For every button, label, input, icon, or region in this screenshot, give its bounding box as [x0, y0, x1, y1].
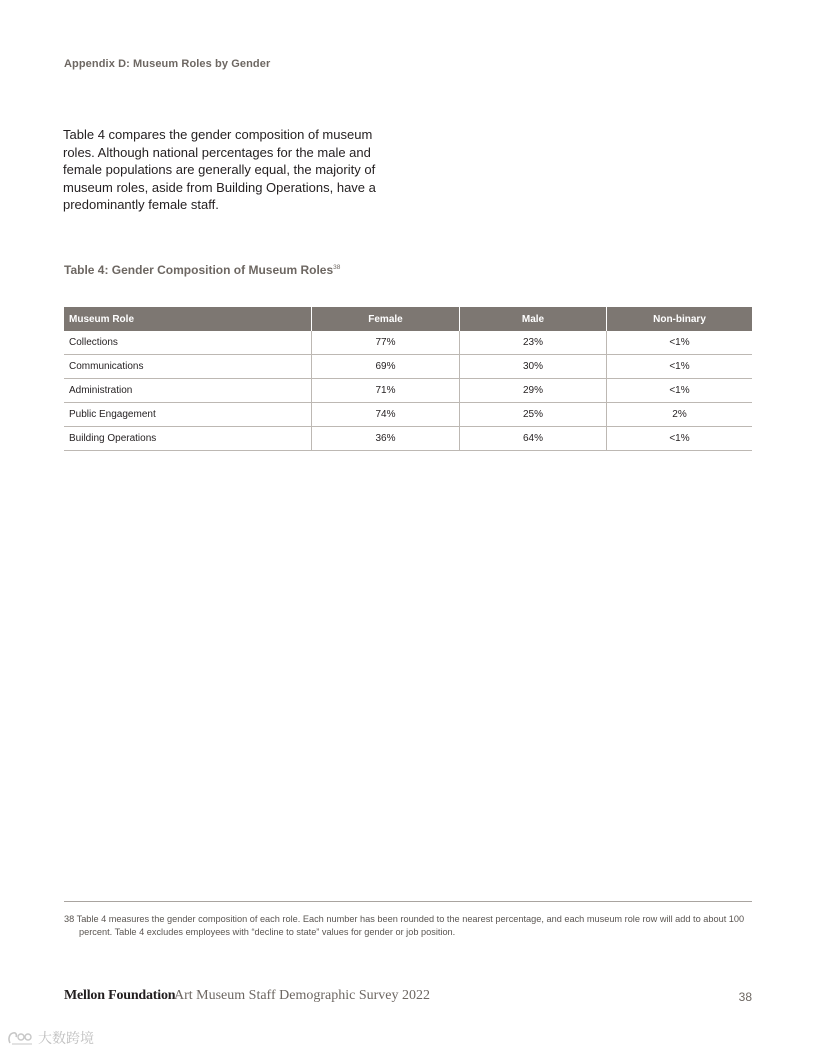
column-header-male: Male: [460, 307, 607, 331]
watermark: [6, 1028, 94, 1048]
cell-role: Collections: [64, 331, 312, 355]
gender-composition-table: [64, 307, 752, 451]
table-row: [64, 403, 752, 427]
table-header-row: [64, 307, 752, 331]
column-header-museum-role: Museum Role: [64, 307, 312, 331]
cell-male: 25%: [460, 403, 607, 427]
section-header: Appendix D: Museum Roles by Gender: [64, 58, 271, 70]
cell-female: 74%: [312, 403, 460, 427]
footnote-divider: [64, 901, 752, 902]
cell-non-binary: <1%: [607, 331, 753, 355]
table-title-text: Table 4: Gender Composition of Museum Roles: [64, 263, 334, 277]
cell-female: 36%: [312, 427, 460, 451]
table-row: [64, 331, 752, 355]
cell-male: 64%: [460, 427, 607, 451]
cell-female: 77%: [312, 331, 460, 355]
table-row: [64, 379, 752, 403]
footer-report-title: Art Museum Staff Demographic Survey 2022: [174, 988, 430, 1003]
cell-female: 71%: [312, 379, 460, 403]
footnote: 38 Table 4 measures the gender composition of each role. Each number has been rounded to the nearest percentage, and each museum role row will add to about 100 percent. Table 4 excludes employees with “decline to state” values for gender or job position.: [64, 914, 745, 937]
footnote-ref: 38: [333, 264, 341, 271]
table-row: [64, 355, 752, 379]
cell-non-binary: <1%: [607, 379, 753, 403]
cell-male: 29%: [460, 379, 607, 403]
cell-non-binary: 2%: [607, 403, 753, 427]
cell-male: 30%: [460, 355, 607, 379]
cell-role: Administration: [64, 379, 312, 403]
cell-female: 69%: [312, 355, 460, 379]
column-header-non-binary: Non-binary: [607, 307, 753, 331]
watermark-text: 大数跨境: [38, 1031, 94, 1047]
cell-non-binary: <1%: [607, 355, 753, 379]
cell-role: Building Operations: [64, 427, 312, 451]
table-title: [64, 263, 340, 277]
cell-male: 23%: [460, 331, 607, 355]
page-number: 38: [738, 990, 752, 1004]
footer-org-name: Mellon Foundation: [64, 988, 176, 1003]
cell-non-binary: <1%: [607, 427, 753, 451]
cell-role: Communications: [64, 355, 312, 379]
intro-paragraph: Table 4 compares the gender composition of museum roles. Although national percentages for the male and female populations are generally equal, the majority of museum roles, aside from Building Operations, have a predominantly female staff.: [63, 127, 376, 212]
table-row: [64, 427, 752, 451]
cell-role: Public Engagement: [64, 403, 312, 427]
watermark-logo-icon: [6, 1029, 36, 1047]
column-header-female: Female: [312, 307, 460, 331]
